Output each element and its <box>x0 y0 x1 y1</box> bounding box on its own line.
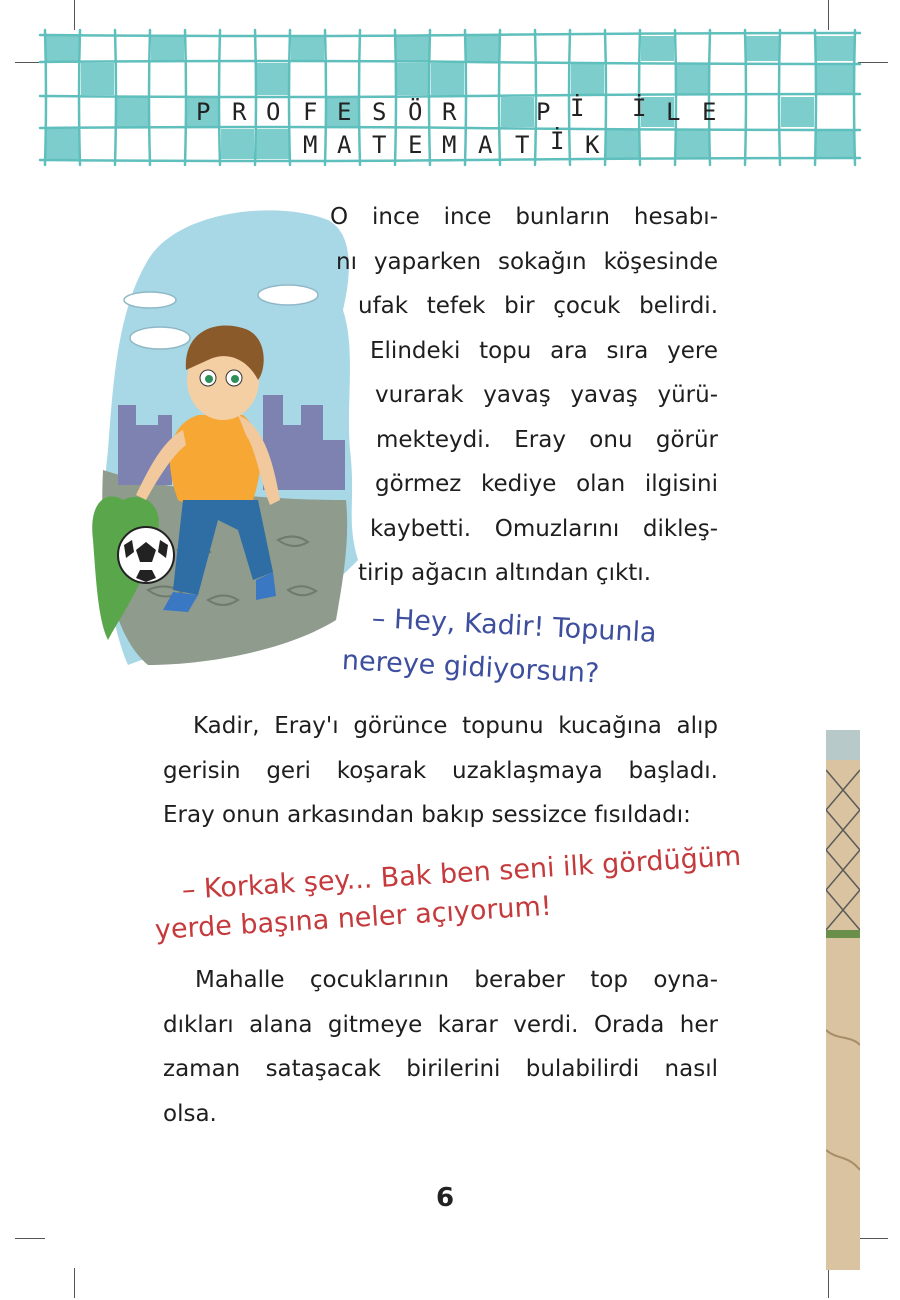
title-letter: R <box>232 98 247 126</box>
title-letter: İ <box>632 94 647 122</box>
grid-cell <box>816 36 854 61</box>
text-line: kaybetti. Omuzlarını dikleş- <box>370 515 718 542</box>
text-line: O ince ince bunların hesabı- <box>330 204 718 230</box>
text-line: mekteydi. Eray onu görür <box>376 426 718 453</box>
paragraph-2 <box>163 704 718 838</box>
grid-line <box>40 33 860 36</box>
paragraph-3 <box>163 958 718 1136</box>
title-letter: E <box>408 131 423 159</box>
title-letter: İ <box>550 127 565 155</box>
text-line: ufak tefek bir çocuk belirdi. <box>358 293 718 319</box>
dialog-line: yerde başına neler açıyorum! <box>154 890 553 946</box>
grid-cell <box>641 36 674 61</box>
text-line: vurarak yavaş yavaş yürü- <box>375 382 718 408</box>
text-line: dıkları alana gitmeye karar verdi. Orada her <box>163 1011 718 1038</box>
title-letter: A <box>337 131 352 159</box>
boy-with-football-illustration <box>88 200 363 665</box>
grid-cell <box>46 36 79 61</box>
text-line: tirip ağacın altından çıktı. <box>358 560 652 586</box>
title-letter: T <box>515 131 530 159</box>
title-letter: P <box>536 98 551 126</box>
text-line: Mahalle çocuklarının beraber top oyna- <box>195 967 718 993</box>
football-icon <box>118 527 174 583</box>
title-letter: E <box>702 98 717 126</box>
page-number: 6 <box>435 1183 455 1213</box>
text-line: nı yaparken sokağın köşesinde <box>336 248 718 275</box>
title-letter: E <box>337 98 352 126</box>
side-illustration-strip <box>826 730 860 1270</box>
crop-mark <box>828 1268 829 1298</box>
dialog-line: – Hey, Kadir! Topunla <box>371 603 658 649</box>
text-line: Eray onun arkasından bakıp sessizce fısıldadı: <box>163 802 691 828</box>
grid-cell <box>291 36 324 61</box>
title-letter: T <box>372 131 387 159</box>
title-letter: O <box>266 98 281 126</box>
title-letter: Ö <box>408 98 423 126</box>
dialog-line: nereye gidiyorsun? <box>341 645 600 690</box>
crop-mark <box>74 1268 75 1298</box>
title-letter: F <box>303 98 318 126</box>
text-line: zaman sataşacak birilerini bulabilirdi nasıl <box>163 1056 718 1082</box>
text-line: gerisin geri koşarak uzaklaşmaya başladı. <box>163 757 718 784</box>
text-line: görmez kediye olan ilgisini <box>375 471 718 497</box>
title-letter: R <box>442 98 457 126</box>
text-line: Elindeki topu ara sıra yere <box>370 337 718 364</box>
title-letter: L <box>666 98 681 126</box>
text-line: Kadir, Eray'ı görünce topunu kucağına alıp <box>193 713 718 739</box>
grid-cell <box>466 36 499 61</box>
crop-mark <box>15 1238 45 1239</box>
paragraph-1 <box>328 195 718 596</box>
title-letter: M <box>303 131 318 159</box>
title-letter: S <box>372 98 387 126</box>
text-line: olsa. <box>163 1100 217 1127</box>
crop-mark <box>858 1238 888 1239</box>
grid-cell <box>396 36 429 61</box>
title-letter: A <box>478 131 493 159</box>
grid-cell <box>746 36 779 61</box>
title-letter: P <box>196 98 211 126</box>
title-letter: K <box>585 131 600 159</box>
grid-cell <box>151 36 184 61</box>
title-letter: İ <box>570 94 585 122</box>
header-title <box>0 88 900 168</box>
title-letter: M <box>442 131 457 159</box>
dialog-line: – Korkak şey... Bak ben seni ilk gördüğüm <box>181 840 742 906</box>
